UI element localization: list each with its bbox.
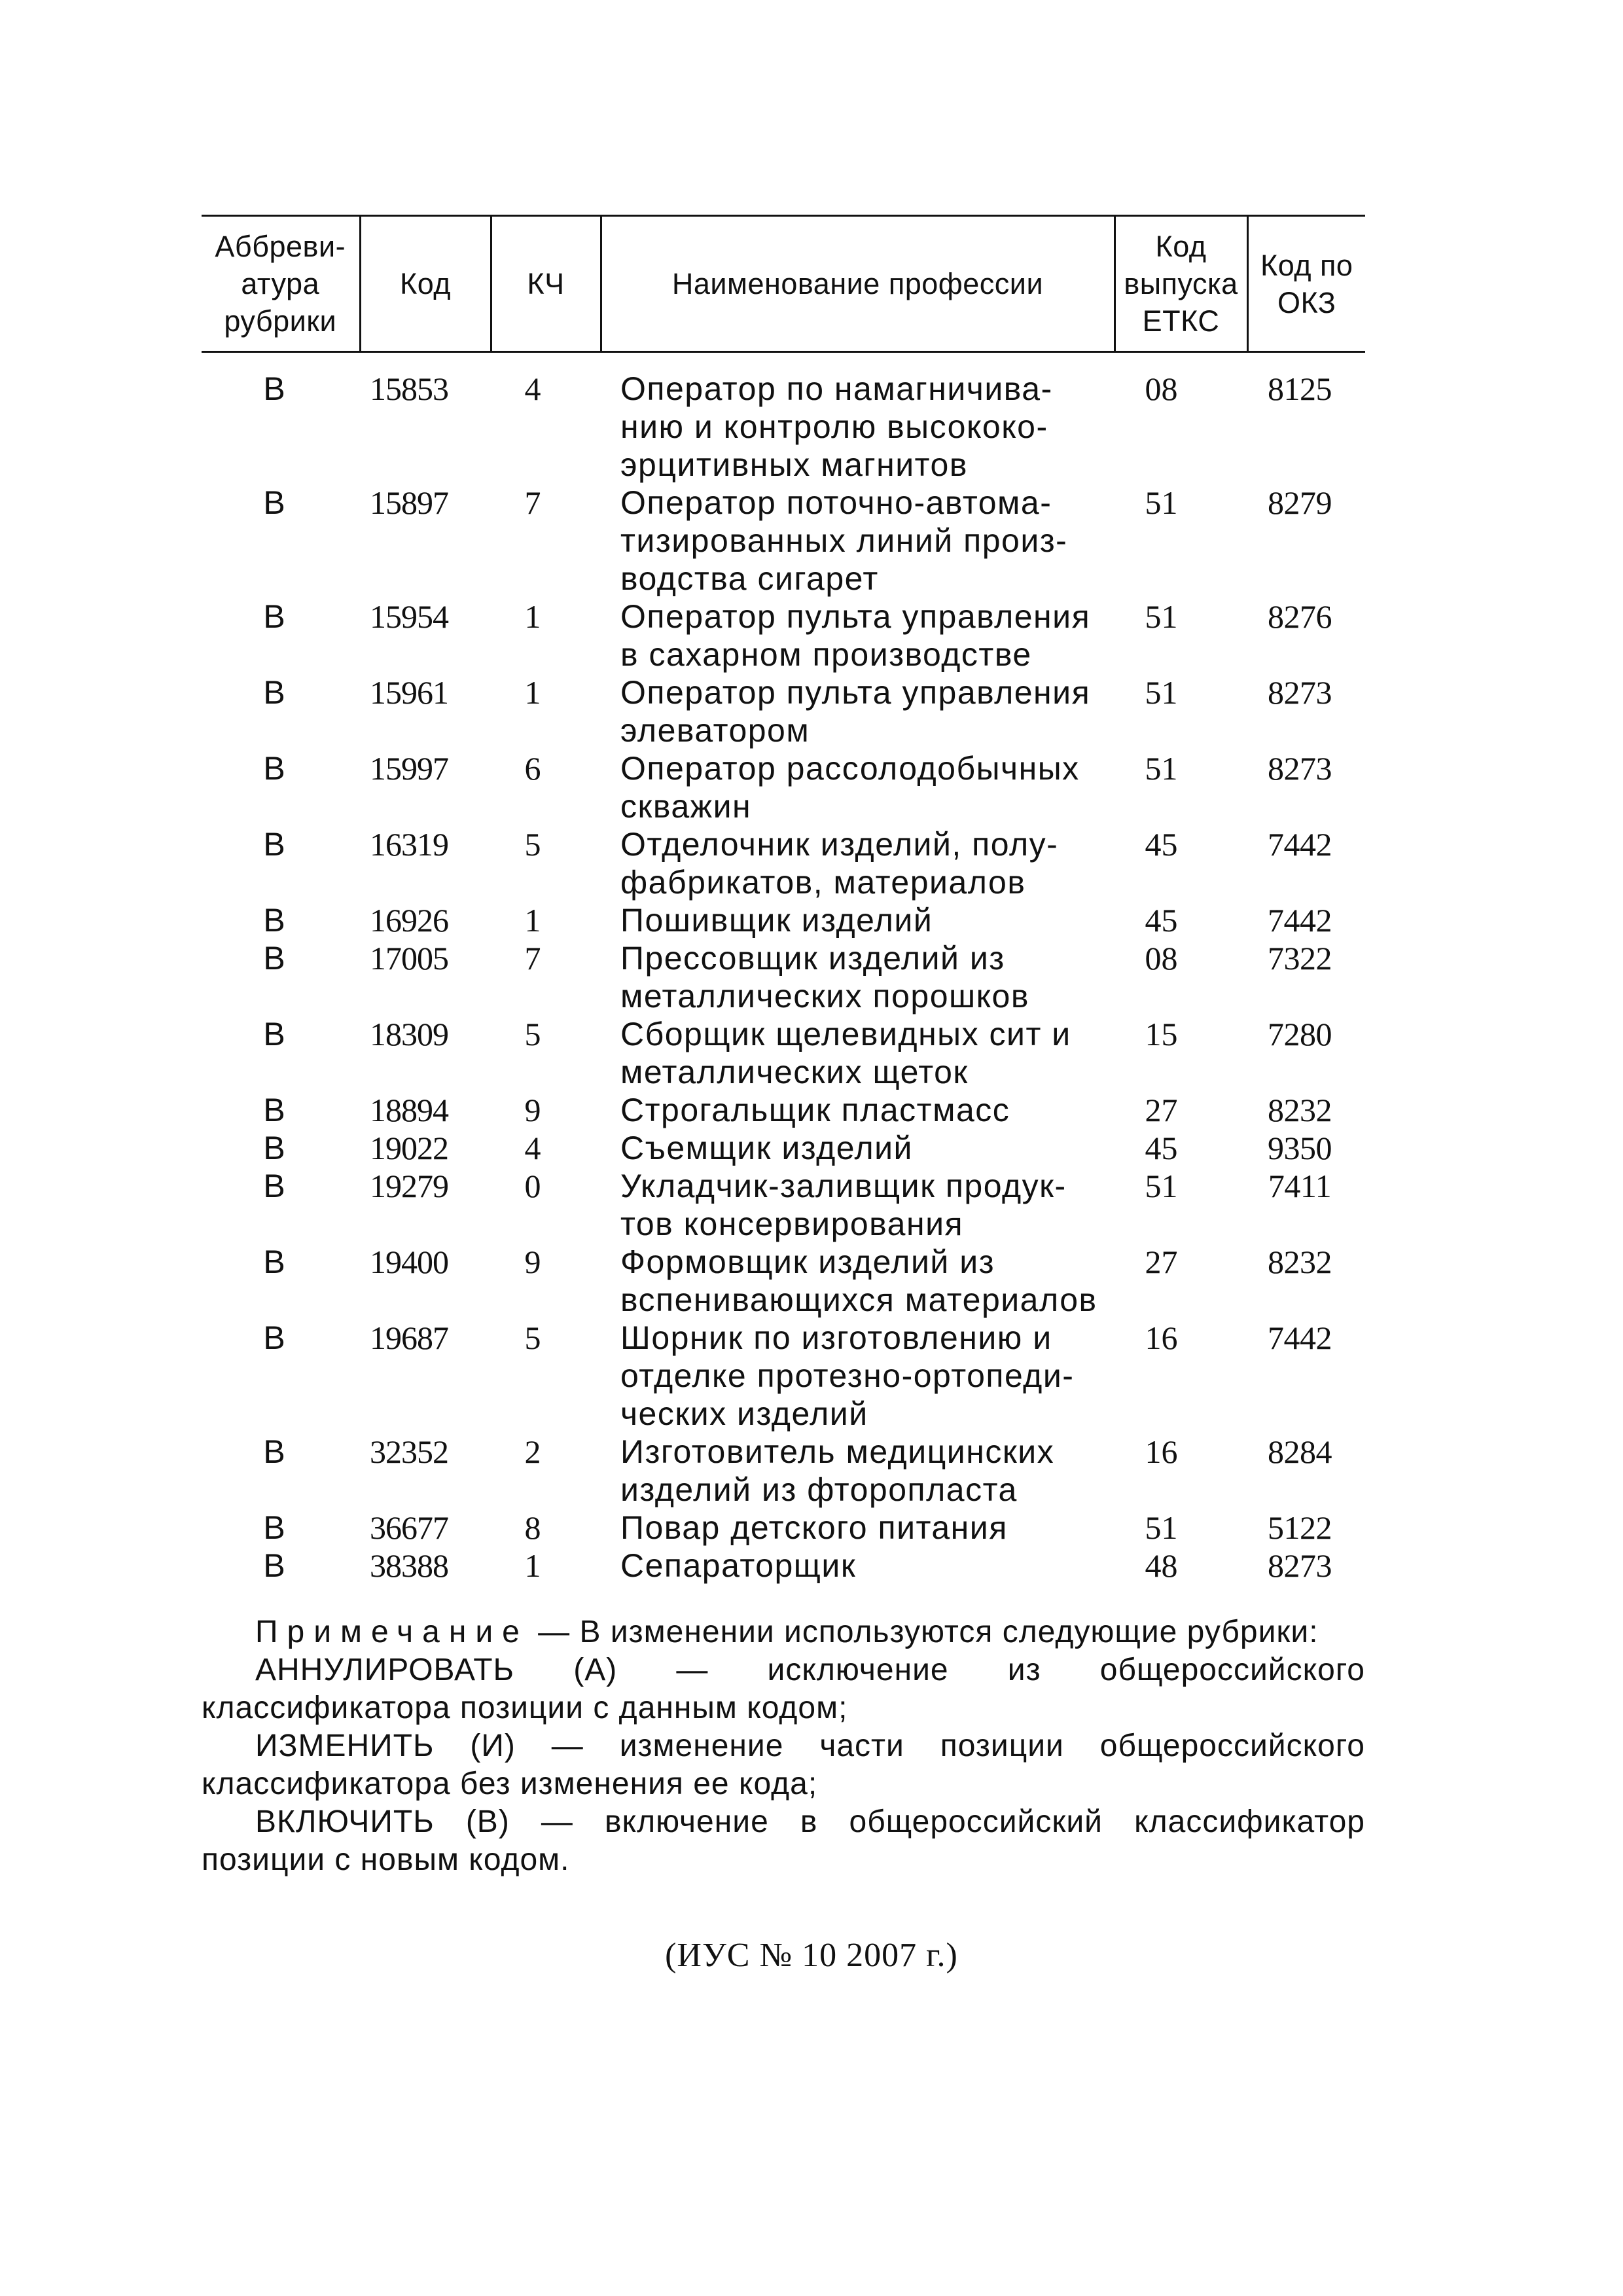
row-okz-code: 8273 (1268, 1547, 1332, 1584)
row-abbreviation: В (263, 1319, 285, 1356)
row-okz-code: 7411 (1268, 1168, 1332, 1204)
row-kch: 9 (524, 1092, 541, 1128)
header-code: Код (360, 216, 491, 352)
row-profession-name: Прессовщик изделий из металлических порошков (620, 940, 1029, 1014)
note-intro-text: — В изменении используются следующие рубрики: (528, 1615, 1319, 1649)
row-abbreviation: В (263, 1244, 285, 1280)
table-row (202, 1509, 1365, 1547)
row-kch: 1 (524, 1547, 541, 1584)
row-etks-code: 15 (1145, 1016, 1178, 1052)
row-code: 32352 (370, 1433, 448, 1470)
row-abbreviation: В (263, 674, 285, 711)
row-code: 18894 (370, 1092, 448, 1128)
row-abbreviation: В (263, 750, 285, 787)
row-abbreviation: В (263, 1168, 285, 1204)
row-etks-code: 48 (1145, 1547, 1178, 1584)
row-okz-code: 8276 (1268, 598, 1332, 635)
row-etks-code: 08 (1145, 370, 1178, 407)
table-row (202, 749, 1365, 825)
row-kch: 6 (524, 750, 541, 787)
row-code: 36677 (370, 1509, 448, 1546)
ius-reference: (ИУС № 10 2007 г.) (665, 1937, 958, 1974)
note-intro (202, 1613, 1365, 1651)
row-profession-name: Оператор пульта управления элеватором (620, 674, 1091, 749)
table-row (202, 825, 1365, 901)
table-row (202, 1243, 1365, 1319)
row-profession-name: Повар детского питания (620, 1509, 1008, 1546)
table-row (202, 1129, 1365, 1167)
row-okz-code: 7280 (1268, 1016, 1332, 1052)
row-code: 15961 (370, 674, 448, 711)
row-etks-code: 51 (1145, 1509, 1178, 1546)
row-abbreviation: В (263, 598, 285, 635)
table-row (202, 598, 1365, 673)
table-row (202, 352, 1365, 484)
table-row (202, 939, 1365, 1015)
row-code: 19279 (370, 1168, 448, 1204)
professions-table-container (202, 215, 1365, 1585)
table-row (202, 1319, 1365, 1433)
row-okz-code: 8125 (1268, 370, 1332, 407)
table-row (202, 1091, 1365, 1129)
row-code: 15954 (370, 598, 448, 635)
row-etks-code: 27 (1145, 1092, 1178, 1128)
row-okz-code: 7442 (1268, 902, 1332, 939)
row-abbreviation: В (263, 1547, 285, 1584)
header-okz-code: Код по ОКЗ (1247, 216, 1365, 352)
row-etks-code: 51 (1145, 598, 1178, 635)
header-abbreviation: Аббреви- атура рубрики (202, 216, 360, 352)
row-abbreviation: В (263, 902, 285, 939)
row-etks-code: 45 (1145, 902, 1178, 939)
row-okz-code: 9350 (1268, 1130, 1332, 1166)
row-etks-code: 16 (1145, 1433, 1178, 1470)
table-row (202, 901, 1365, 939)
note-label: Примечание (255, 1615, 529, 1649)
row-profession-name: Съемщик изделий (620, 1130, 913, 1166)
row-okz-code: 7442 (1268, 1319, 1332, 1356)
row-code: 16926 (370, 902, 448, 939)
row-kch: 4 (524, 370, 541, 407)
table-row (202, 1015, 1365, 1091)
row-etks-code: 27 (1145, 1244, 1178, 1280)
row-etks-code: 51 (1145, 484, 1178, 521)
row-code: 19400 (370, 1244, 448, 1280)
row-okz-code: 8232 (1268, 1244, 1332, 1280)
row-code: 19022 (370, 1130, 448, 1166)
note-include: ВКЛЮЧИТЬ (В) — включение в общероссийский классификатор позиции с новым кодом. (202, 1804, 1365, 1877)
row-kch: 5 (524, 826, 541, 863)
row-okz-code: 8279 (1268, 484, 1332, 521)
row-kch: 8 (524, 1509, 541, 1546)
row-abbreviation: В (263, 1092, 285, 1128)
table-row (202, 1167, 1365, 1243)
row-etks-code: 08 (1145, 940, 1178, 977)
row-kch: 4 (524, 1130, 541, 1166)
row-okz-code: 8284 (1268, 1433, 1332, 1470)
row-abbreviation: В (263, 1509, 285, 1546)
row-okz-code: 7442 (1268, 826, 1332, 863)
row-code: 15853 (370, 370, 448, 407)
table-row (202, 1547, 1365, 1585)
table-body (202, 352, 1365, 1585)
row-kch: 2 (524, 1433, 541, 1470)
row-kch: 1 (524, 674, 541, 711)
row-profession-name: Оператор пульта управления в сахарном производстве (620, 598, 1091, 673)
row-kch: 5 (524, 1016, 541, 1052)
row-etks-code: 16 (1145, 1319, 1178, 1356)
row-kch: 0 (524, 1168, 541, 1204)
row-abbreviation: В (263, 940, 285, 977)
row-kch: 5 (524, 1319, 541, 1356)
row-okz-code: 7322 (1268, 940, 1332, 977)
row-profession-name: Сборщик щелевидных сит и металлических щеток (620, 1016, 1071, 1090)
table-row (202, 484, 1365, 598)
row-etks-code: 51 (1145, 1168, 1178, 1204)
row-okz-code: 8273 (1268, 750, 1332, 787)
row-code: 16319 (370, 826, 448, 863)
note-change: ИЗМЕНИТЬ (И) — изменение части позиции общероссийского классификатора без изменения ее кода; (202, 1729, 1365, 1801)
row-profession-name: Пошивщик изделий (620, 902, 933, 939)
row-code: 15997 (370, 750, 448, 787)
row-abbreviation: В (263, 1433, 285, 1470)
row-code: 15897 (370, 484, 448, 521)
row-profession-name: Строгальщик пластмасс (620, 1092, 1010, 1128)
note-annul: АННУЛИРОВАТЬ (А) — исключение из общероссийского классификатора позиции с данным кодом; (202, 1653, 1365, 1725)
row-etks-code: 51 (1145, 674, 1178, 711)
row-okz-code: 8232 (1268, 1092, 1332, 1128)
row-code: 18309 (370, 1016, 448, 1052)
row-abbreviation: В (263, 1130, 285, 1166)
row-abbreviation: В (263, 826, 285, 863)
row-kch: 9 (524, 1244, 541, 1280)
row-okz-code: 8273 (1268, 674, 1332, 711)
row-abbreviation: В (263, 370, 285, 407)
row-kch: 7 (524, 940, 541, 977)
row-kch: 7 (524, 484, 541, 521)
row-profession-name: Шорник по изготовлению и отделке протезно-ортопеди- ческих изделий (620, 1319, 1075, 1432)
note-block (202, 1613, 1365, 1879)
row-profession-name: Изготовитель медицинских изделий из фторопласта (620, 1433, 1055, 1508)
row-profession-name: Сепараторщик (620, 1547, 857, 1584)
row-etks-code: 45 (1145, 1130, 1178, 1166)
row-profession-name: Укладчик-заливщик продук- тов консервирования (620, 1168, 1067, 1242)
row-kch: 1 (524, 902, 541, 939)
row-etks-code: 45 (1145, 826, 1178, 863)
row-abbreviation: В (263, 484, 285, 521)
row-profession-name: Оператор поточно-автома- тизированных линий произ- водства сигарет (620, 484, 1068, 597)
row-okz-code: 5122 (1268, 1509, 1332, 1546)
row-profession-name: Оператор по намагничива- нию и контролю высококо- эрцитивных магнитов (620, 370, 1053, 483)
header-etks-code: Код выпуска ЕТКС (1115, 216, 1247, 352)
header-profession-name: Наименование профессии (601, 216, 1115, 352)
table-row (202, 1433, 1365, 1509)
row-code: 19687 (370, 1319, 448, 1356)
row-kch: 1 (524, 598, 541, 635)
row-profession-name: Формовщик изделий из вспенивающихся материалов (620, 1244, 1097, 1318)
table-header-row (202, 216, 1365, 352)
professions-table (202, 215, 1365, 1585)
row-profession-name: Отделочник изделий, полу- фабрикатов, материалов (620, 826, 1059, 901)
table-row (202, 673, 1365, 749)
row-etks-code: 51 (1145, 750, 1178, 787)
row-abbreviation: В (263, 1016, 285, 1052)
row-code: 17005 (370, 940, 448, 977)
row-code: 38388 (370, 1547, 448, 1584)
header-kch: КЧ (491, 216, 601, 352)
row-profession-name: Оператор рассолодобычных скважин (620, 750, 1080, 825)
